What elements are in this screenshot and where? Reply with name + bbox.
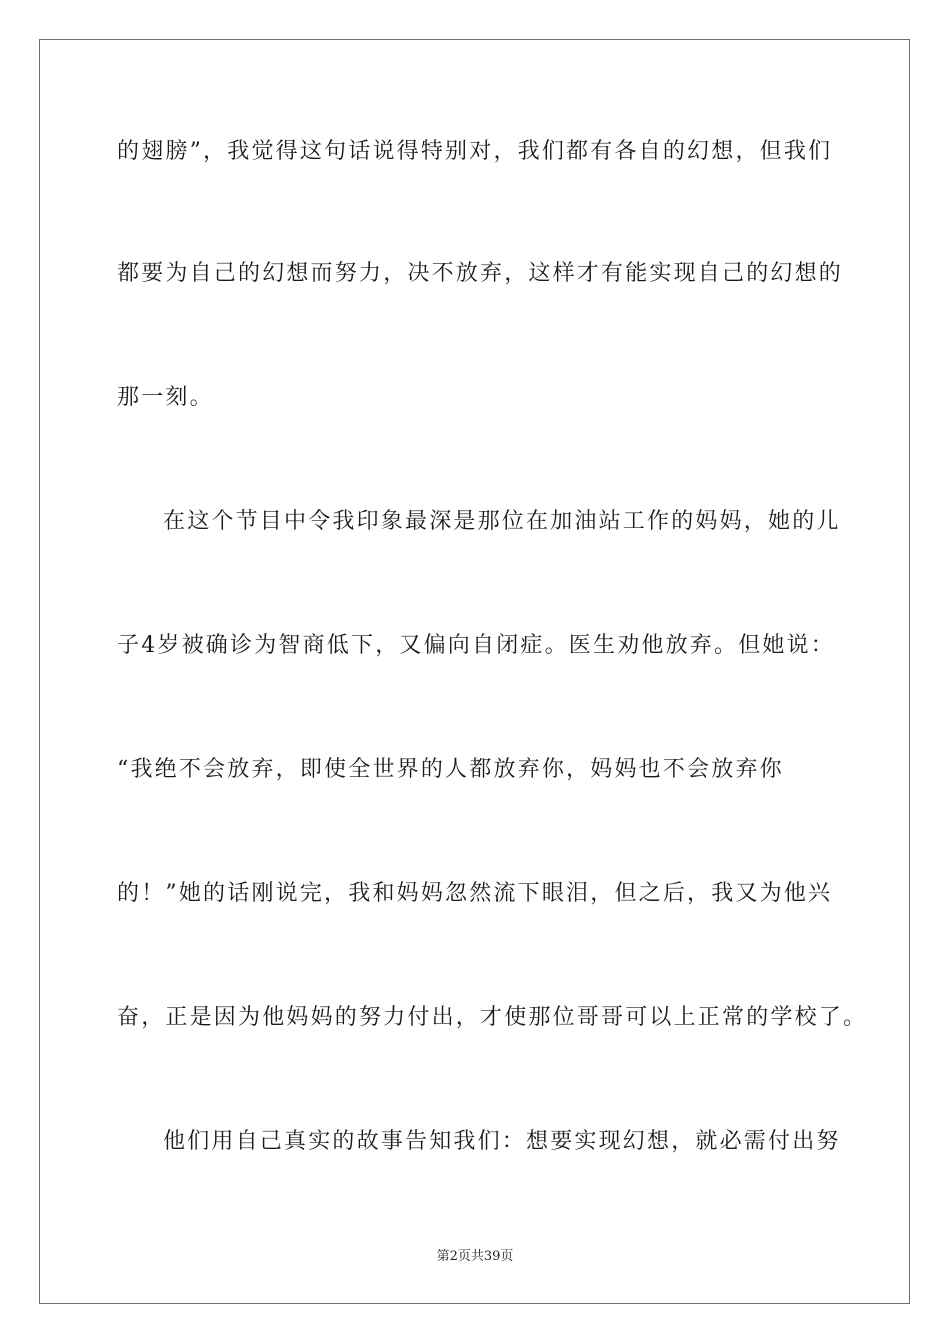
page-number: 第2页 bbox=[436, 1249, 471, 1264]
paragraph-line-4: 在这个节目中令我印象最深是那位在加油站工作的妈妈，她的儿 bbox=[163, 509, 841, 534]
paragraph-line-5: 子4岁被确诊为智商低下，又偏向自闭症。医生劝他放弃。但她说： bbox=[117, 633, 835, 658]
paragraph-line-7: 的！”她的话刚说完，我和妈妈忽然流下眼泪，但之后，我又为他兴 bbox=[117, 881, 833, 906]
page-frame bbox=[39, 39, 910, 1304]
paragraph-line-2: 都要为自己的幻想而努力，决不放弃，这样才有能实现自己的幻想的 bbox=[117, 261, 844, 286]
page-footer bbox=[0, 1248, 950, 1266]
page-total: 共39页 bbox=[470, 1249, 514, 1264]
paragraph-line-6: “我绝不会放弃，即使全世界的人都放弃你，妈妈也不会放弃你 bbox=[117, 757, 784, 782]
paragraph-line-1: 的翅膀”，我觉得这句话说得特别对，我们都有各自的幻想，但我们 bbox=[117, 139, 833, 164]
paragraph-line-8: 奋，正是因为他妈妈的努力付出，才使那位哥哥可以上正常的学校了。 bbox=[117, 1005, 868, 1030]
paragraph-line-9: 他们用自己真实的故事告知我们：想要实现幻想，就必需付出努 bbox=[163, 1129, 841, 1154]
paragraph-line-3: 那一刻。 bbox=[117, 385, 214, 410]
